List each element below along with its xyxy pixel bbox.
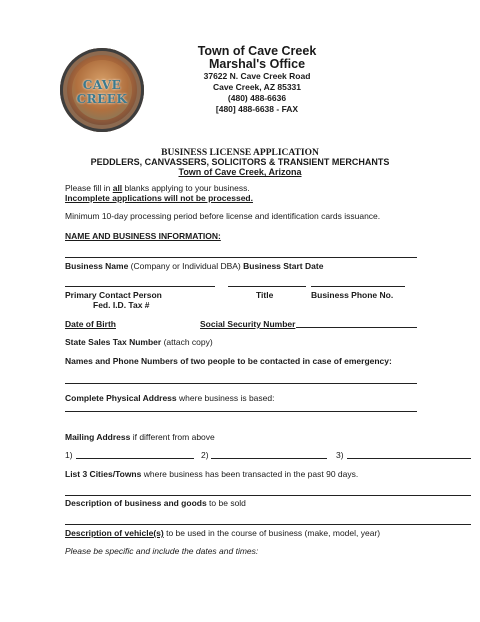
city-2-line[interactable] (211, 458, 327, 459)
business-name-line[interactable] (65, 257, 417, 258)
city-1-line[interactable] (76, 458, 194, 459)
title-label: Title (256, 290, 274, 300)
cities-line[interactable] (65, 495, 471, 496)
vehicles-label (65, 528, 380, 538)
dob-label: Date of Birth (65, 319, 116, 329)
sales-tax-rest: (attach copy) (161, 337, 213, 347)
office-address: 37622 N. Cave Creek Road (203, 71, 311, 81)
title-line[interactable] (228, 286, 306, 287)
vehicles-bold: Description of vehicle(s) (65, 528, 164, 538)
section-heading: NAME AND BUSINESS INFORMATION: (65, 231, 221, 241)
mailing-rest: if different from above (130, 432, 215, 442)
fed-id-label: Fed. I.D. Tax # (93, 300, 150, 310)
emergency-label: Names and Phone Numbers of two people to be contacted in case of emergency: (65, 356, 392, 366)
cities-label (65, 469, 358, 479)
start-date-label: Business Start Date (243, 261, 324, 271)
incomplete-warning: Incomplete applications will not be processed. (65, 193, 253, 203)
physical-address-label (65, 393, 274, 403)
cities-bold: List 3 Cities/Towns (65, 469, 142, 479)
cities-rest: where business has been transacted in the past 90 days. (141, 469, 359, 479)
business-name-label (65, 261, 323, 271)
ssn-line[interactable] (296, 327, 417, 328)
processing-notice: Minimum 10-day processing period before license and identification cards issuance. (65, 211, 381, 221)
office-phone: (480) 488-6636 (227, 93, 287, 103)
business-name-rest: (Company or Individual DBA) (128, 261, 244, 271)
sales-tax-bold: State Sales Tax Number (65, 337, 162, 347)
mailing-address-label (65, 432, 215, 442)
city-3-line[interactable] (347, 458, 471, 459)
seal-logo-text: CAVE CREEK (76, 78, 128, 106)
sales-tax-label (65, 337, 213, 347)
vehicles-rest: to be used in the course of business (make, model, year) (163, 528, 381, 538)
fill-pre: Please fill in (65, 183, 113, 193)
emergency-line[interactable] (65, 383, 417, 384)
physical-address-line[interactable] (65, 411, 417, 412)
fill-post: blanks applying to your business. (122, 183, 250, 193)
office-city: Cave Creek, AZ 85331 (212, 82, 302, 92)
phone-line[interactable] (311, 286, 405, 287)
goods-bold: Description of business and goods (65, 498, 207, 508)
city-3-num: 3) (336, 450, 344, 460)
town-name: Town of Cave Creek (197, 44, 317, 58)
ssn-label: Social Security Number (200, 319, 296, 329)
business-name-bold: Business Name (65, 261, 129, 271)
physical-rest: where business is based: (176, 393, 275, 403)
form-jurisdiction: Town of Cave Creek, Arizona (178, 167, 302, 177)
mailing-bold: Mailing Address (65, 432, 131, 442)
phone-label: Business Phone No. (311, 290, 394, 300)
fill-instruction (65, 183, 250, 193)
primary-contact-label: Primary Contact Person (65, 290, 162, 300)
goods-line[interactable] (65, 524, 471, 525)
fill-all: all (112, 183, 123, 193)
town-seal-logo (60, 48, 144, 132)
city-2-num: 2) (201, 450, 209, 460)
form-subtitle: PEDDLERS, CANVASSERS, SOLICITORS & TRANSIENT MERCHANTS (90, 157, 390, 167)
goods-label (65, 498, 246, 508)
office-fax: [480] 488-6638 - FAX (215, 104, 299, 114)
physical-bold: Complete Physical Address (65, 393, 177, 403)
office-name: Marshal's Office (208, 57, 306, 71)
contact-line[interactable] (65, 286, 215, 287)
form-title: BUSINESS LICENSE APPLICATION (161, 148, 319, 158)
goods-rest: to be sold (206, 498, 246, 508)
city-1-num: 1) (65, 450, 73, 460)
specific-note: Please be specific and include the dates and times: (65, 546, 259, 556)
